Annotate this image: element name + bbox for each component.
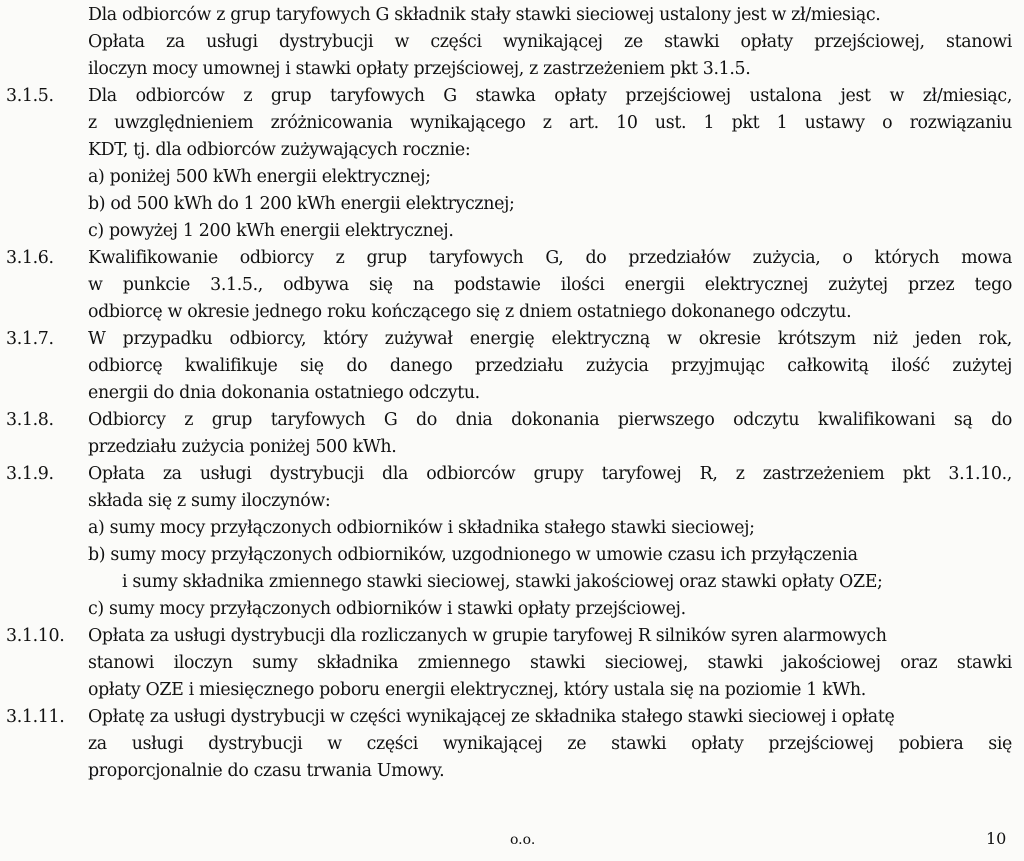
list-item: b) sumy mocy przyłączonych odbiorników, uzgodnionego w umowie czasu ich przyłączenia [88,545,858,565]
paragraph-line: Dla odbiorców z grup taryfowych G stawka opłaty przejściowej ustalona jest w zł/miesiąc, [88,86,1012,106]
paragraph-line: energii do dnia dokonania ostatniego odczytu. [88,383,480,403]
section-number: 3.1.11. [6,707,65,727]
section-number: 3.1.8. [6,410,54,430]
paragraph-line: składa się z sumy iloczynów: [88,491,331,511]
paragraph-line: KDT, tj. dla odbiorców zużywających rocznie: [88,140,471,160]
paragraph-line: odbiorcę kwalifikuje się do danego przedziału zużycia przyjmując całkowitą ilość zużytej [88,356,1012,376]
list-item: a) sumy mocy przyłączonych odbiorników i składnika stałego stawki sieciowej; [88,518,755,538]
paragraph-line: iloczyn mocy umownej i stawki opłaty przejściowej, z zastrzeżeniem pkt 3.1.5. [88,59,751,79]
paragraph-line: proporcjonalnie do czasu trwania Umowy. [88,761,445,781]
section-number: 3.1.5. [6,86,54,106]
paragraph-line: W przypadku odbiorcy, który zużywał energię elektryczną w okresie krótszym niż jeden rok, [88,329,1012,349]
paragraph-line: za usługi dystrybucji w części wynikającej ze stawki opłaty przejściowej pobiera się [88,734,1012,754]
list-item: c) powyżej 1 200 kWh energii elektrycznej. [88,221,454,241]
paragraph-line: Opłata za usługi dystrybucji dla odbiorców grupy taryfowej R, z zastrzeżeniem pkt 3.1.10., [88,464,1012,484]
paragraph-line: stanowi iloczyn sumy składnika zmiennego stawki sieciowej, stawki jakościowej oraz stawki [88,653,1012,673]
paragraph-line: Opłatę za usługi dystrybucji w części wynikającej ze składnika stałego stawki sieciowej i opłatę [88,707,895,727]
paragraph-line: przedziału zużycia poniżej 500 kWh. [88,437,397,457]
paragraph-line: Opłata za usługi dystrybucji w części wynikającej ze stawki opłaty przejściowej, stanowi [88,32,1012,52]
section-number: 3.1.9. [6,464,54,484]
page-number: 10 [986,829,1007,848]
list-item: a) poniżej 500 kWh energii elektrycznej; [88,167,431,187]
paragraph-line: Opłata za usługi dystrybucji dla rozliczanych w grupie taryfowej R silników syren alarmowych [88,626,887,646]
section-number: 3.1.10. [6,626,65,646]
paragraph-line: Kwalifikowanie odbiorcy z grup taryfowych G, do przedziałów zużycia, o których mowa [88,248,1012,268]
section-number: 3.1.6. [6,248,54,268]
footer-code: o.o. [510,832,536,848]
paragraph-line: odbiorcę w okresie jednego roku kończącego się z dniem ostatniego dokonanego odczytu. [88,302,852,322]
list-item: b) od 500 kWh do 1 200 kWh energii elektrycznej; [88,194,515,214]
section-number: 3.1.7. [6,329,54,349]
paragraph-line: z uwzględnieniem zróżnicowania wynikającego z art. 10 ust. 1 pkt 1 ustawy o rozwiązaniu [88,113,1012,133]
paragraph-line: opłaty OZE i miesięcznego poboru energii elektrycznej, który ustala się na poziomie 1 kWh. [88,680,866,700]
paragraph-line: Odbiorcy z grup taryfowych G do dnia dokonania pierwszego odczytu kwalifikowani są do [88,410,1012,430]
list-item-continuation: i sumy składnika zmiennego stawki sieciowej, stawki jakościowej oraz stawki opłaty OZE; [122,572,883,592]
paragraph-line: w punkcie 3.1.5., odbywa się na podstawie ilości energii elektrycznej zużytej przez tego [88,275,1012,295]
list-item: c) sumy mocy przyłączonych odbiorników i stawki opłaty przejściowej. [88,599,686,619]
paragraph-line: Dla odbiorców z grup taryfowych G składnik stały stawki sieciowej ustalony jest w zł/miesiąc. [88,5,881,25]
